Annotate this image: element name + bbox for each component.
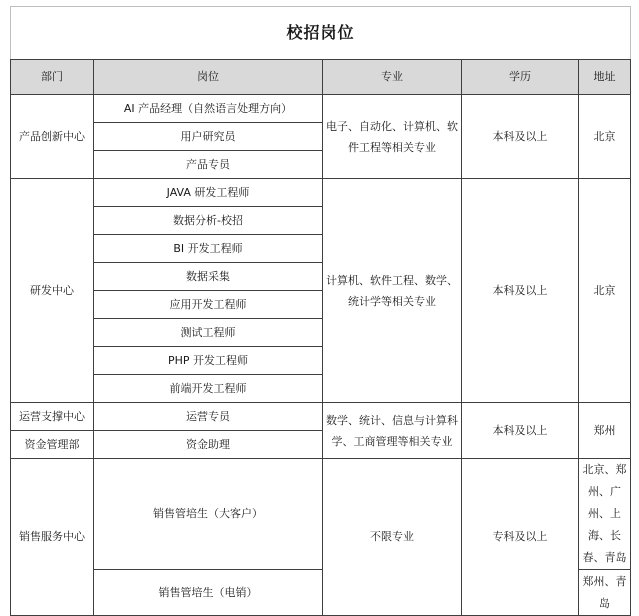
- position-cell: AI 产品经理（自然语言处理方向）: [94, 95, 323, 123]
- position-cell: 前端开发工程师: [94, 375, 323, 403]
- header-position: 岗位: [94, 60, 323, 95]
- position-cell: JAVA 研发工程师: [94, 179, 323, 207]
- education-cell: 本科及以上: [462, 95, 579, 179]
- major-cell: 数学、统计、信息与计算科学、工商管理等相关专业: [323, 403, 462, 459]
- position-cell: 数据分析-校招: [94, 207, 323, 235]
- position-cell: 产品专员: [94, 151, 323, 179]
- position-cell: BI 开发工程师: [94, 235, 323, 263]
- major-cell: 不限专业: [323, 459, 462, 616]
- header-address: 地址: [579, 60, 631, 95]
- header-major: 专业: [323, 60, 462, 95]
- position-cell: 销售管培生（大客户）: [94, 459, 323, 570]
- dept-cell: 运营支撑中心: [11, 403, 94, 431]
- campus-jobs-table: [10, 6, 631, 616]
- position-cell: 数据采集: [94, 263, 323, 291]
- job-table-sheet: [10, 6, 630, 616]
- education-cell: 本科及以上: [462, 403, 579, 459]
- position-cell: 应用开发工程师: [94, 291, 323, 319]
- education-cell: 本科及以上: [462, 179, 579, 403]
- position-cell: 销售管培生（电销）: [94, 570, 323, 616]
- address-cell: 郑州: [579, 403, 631, 459]
- table-title: 校招岗位: [11, 7, 631, 60]
- header-education: 学历: [462, 60, 579, 95]
- education-cell: 专科及以上: [462, 459, 579, 616]
- position-cell: PHP 开发工程师: [94, 347, 323, 375]
- address-cell: 郑州、青岛: [579, 570, 631, 616]
- address-cell: 北京、郑州、广州、上海、长春、青岛: [579, 459, 631, 570]
- major-cell: 计算机、软件工程、数学、统计学等相关专业: [323, 179, 462, 403]
- dept-cell: 研发中心: [11, 179, 94, 403]
- position-cell: 用户研究员: [94, 123, 323, 151]
- dept-cell: 销售服务中心: [11, 459, 94, 616]
- position-cell: 运营专员: [94, 403, 323, 431]
- dept-cell: 资金管理部: [11, 431, 94, 459]
- position-cell: 测试工程师: [94, 319, 323, 347]
- major-cell: 电子、自动化、计算机、软件工程等相关专业: [323, 95, 462, 179]
- position-cell: 资金助理: [94, 431, 323, 459]
- header-dept: 部门: [11, 60, 94, 95]
- address-cell: 北京: [579, 95, 631, 179]
- dept-cell: 产品创新中心: [11, 95, 94, 179]
- address-cell: 北京: [579, 179, 631, 403]
